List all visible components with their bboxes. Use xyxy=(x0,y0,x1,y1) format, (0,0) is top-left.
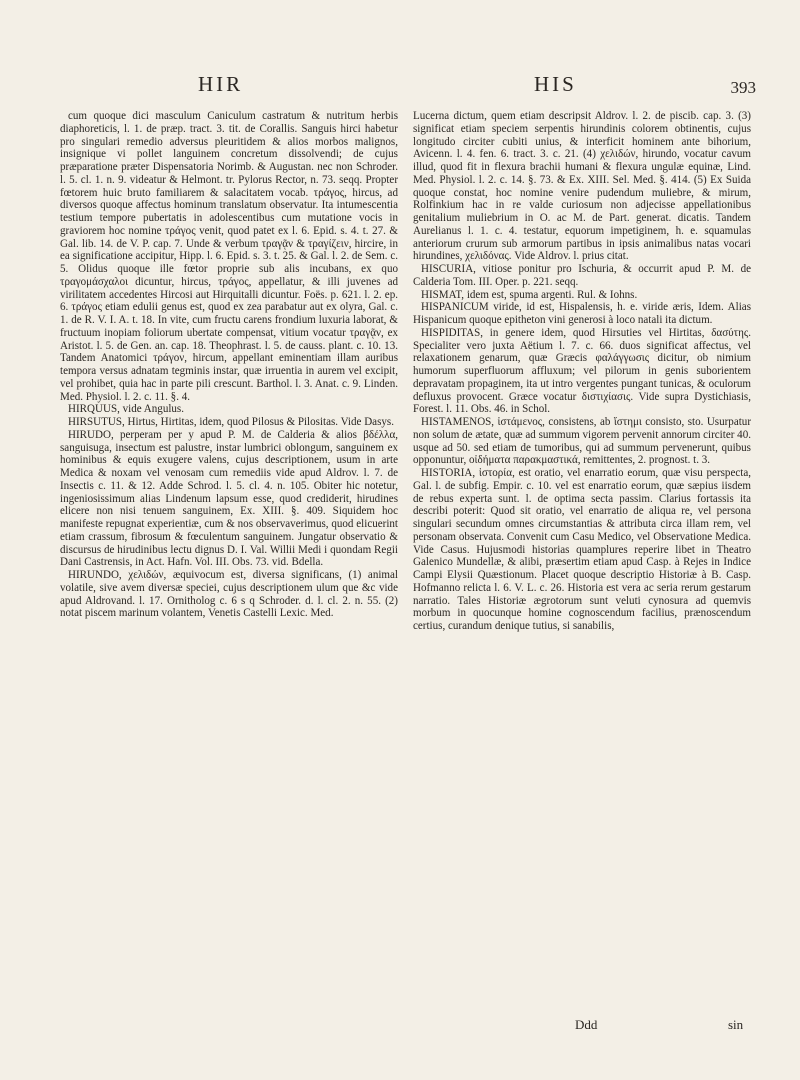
catchword: sin xyxy=(728,1017,744,1032)
page-footer xyxy=(0,1017,760,1033)
entry-hispanicum: HISPANICUM viride, id est, Hispalensis, h. e. viride æris, Idem. Alias Hispanicum quoque epitheton vini generosi à loco natali ita dictum. xyxy=(413,301,751,326)
right-column xyxy=(413,110,751,1030)
left-column xyxy=(60,110,398,1030)
entry-hirundo-continued: Lucerna dictum, quem etiam descripsit Aldrov. l. 2. de piscib. cap. 3. (3) significat etiam speciem serpentis hirundinis colorem obtinentis, cujus longitudo circiter cubiti unius, & interficit hominem ante bihorium, Avicenn. l. 4. fen. 6. tract. 3. c. 21. (4) χελιδών, hirundo, vocatur cavum illud, quod fit in flexura brachii humani & flexura ungulæ equinæ, Lind. Med. Physiol. l. 2. c. 14. §. 73. & Ex. XIII. Sel. Med. §. 414. (5) Ex Suida quoque constat, hoc nomine venire pudendum muliebre, & mirum, Rolfinkium hac in re valde curiosum non adjecisse appellationibus genitalium muliebrium in O. ac M. de Part. generat. dicatis. Tandem Aurelianus l. 1. c. 4. testatur, equorum impetiginem, h. e. squamulas anteriorum crurum sub armorum partibus in ipsis animalibus natas vocari hirundines, χελιδόνας. Vide Aldrov. l. prius citat. xyxy=(413,110,751,263)
entry-hirudo: HIRUDO, perperam per y apud P. M. de Calderia & alios βδέλλα, sanguisuga, insectum est palustre, instar lumbrici oblongum, sanguinem ex hominibus & equis exugere valens, cujus descriptionem, usum in arte Medica & noxam vel venosam cum remediis vide apud Aldrov. l. 7. de Insectis c. 11. & 12. Adde Schrod. l. 5. cl. 4. n. 105. Obiter hic notetur, ingeniosissimum alias Lindenum lapsum esse, quod crediderit, hirudines elicere non nisi tenuem sanguinem, Ex. XIII. §. 409. Siquidem hoc manifeste repugnat experientiæ, cum & nos observaverimus, quod elicuerint etiam crassum, fibrosum & fœculentum sanguinem. Jungatur observatio & discursus de hirudinibus lectu dignus D. I. Val. Willii Medi i quondam Regii Dani Castrensis, in Act. Hafn. Vol. III. Obs. 73. vid. Bdella. xyxy=(60,428,398,569)
entry-hirquus: HIRQUUS, vide Angulus. xyxy=(68,403,184,416)
entry-hirundo: HIRUNDO, χελιδών, æquivocum est, diversa significans, (1) animal volatile, sive avem diversæ speciei, cujus descriptionem ulum que &c vide apud Aldrovand. l. 17. Ornitholog c. 6 s q Schroder. d. l. cl. 2. n. 55. (2) notat piscem marinum volantem, Venetis Castelli Lexic. Med. xyxy=(60,569,398,620)
signature-mark: Ddd xyxy=(575,1017,598,1032)
header-left-word: HIR xyxy=(198,72,244,96)
entry-hircus-continued: cum quoque dici masculum Caniculum castratum & nutritum herbis diaphoreticis, l. 1. de præp. tract. 3. tit. de Corallis. Sanguis hirci habetur pro singulari remedio adversus pleuritidem & alios morbos malignos, insignique vi pollet languinem concretum dissolvendi; de cujus præparatione præter Dispensatoria Norimb. & Augustan. nec non Schroder. l. 5. cl. 1. n. 9. videatur & Helmont. tr. Pylorus Rector, n. 73. seqq. Propter fœtorem huic bruto familiarem & salacitatem vocab. τράγος, hircus, ad diversos quoque affectus hominum translatum observatur. Ita intumescentia testium tempore pubertatis in adolescentibus cum mutatione vocis in graviorem hoc nomine τράγος venit, quod patet ex l. 6. Epid. s. 4. t. 27. & Gal. lib. 14. de V. P. cap. 7. Unde & verbum τραγᾷν & τραγίζειν, hircire, in ea significatione accipitur, Hipp. l. 6. Epid. s. 3. t. 25. & Gal. l. 2. de Sem. c. 5. Olidus quoque ille fœtor proprie sub alis incubans, ex quo τραγομάσχαλοι dicuntur, hircus, τράγος, appellatur, & illi juvenes ad virilitatem accedentes Hircosi aut Hirquitalli dicuntur. Foës. p. 621. l. 2. ep. 6. τράγος etiam edulii genus est, quod ex zea parabatur aut ex olyra, Gal. c. 1. de R. V. I. A. t. 18. In vite, cum fructu carens frondium luxuria laborat, & fructuum inopiam foliorum ubertate compensat, vitium vocatur τραγᾷν, ex Aristot. l. 5. de Gen. an. cap. 18. Theophrast. l. 5. de causs. plant. c. 10. 13. Tandem Anatomici τράγον, hircum, appellant eminentiam illam auribus tempora versus adnatam tegminis instar, quæ irruentia in aurem vel excipit, vel prohibet, quia hac in parte pili crescunt. Barthol. l. 3. Anat. c. 9. Linden. Med. Physiol. l. 2. c. 11. §. 4. xyxy=(60,110,398,403)
entry-histamenos: HISTAMENOS, ἱστάμενος, consistens, ab ἵστημι consisto, sto. Usurpatur non solum de ætate, quæ ad summum vigorem pervenit annorum circiter 40. usque ad 50. sed etiam de tumoribus, qui ad summum pervenerunt, quibus opponuntur, οἰδήματα παρακμαστικά, remittentes, 2. prognost. t. 3. xyxy=(413,416,751,467)
page-number: 393 xyxy=(730,78,756,97)
entry-hismat: HISMAT, idem est, spuma argenti. Rul. & Iohns. xyxy=(421,288,638,301)
entry-hirsutus: HIRSUTUS, Hirtus, Hirtitas, idem, quod Pilosus & Pilositas. Vide Dasys. xyxy=(68,416,394,428)
entry-historia: HISTORIA, ἱστορία, est oratio, vel enarratio eorum, quæ visu perspecta, Gal. l. de subfig. Empir. c. 10. vel est enarratio eorum, quæ sæpius iisdem de rebus experta sunt. l. de optima secta passim. Clarius fortassis ita describi poterit: Quod sit oratio, vel enarratio de aliqua re, vel persona singulari secundum omnes circumstantias & attributa circa illam rem, vel personam observata. Convenit cum Casu Medico, vel Observatione Medica. Vide Casus. Hujusmodi historias quamplures reperire libet in Theatro Galenico Mundellæ, & alibi, præsertim etiam apud Casp. à Rejes in Indice Campi Elysii Quæstionum. Placet quoque descriptio Historiæ à B. Casp. Hofmanno relicta l. 6. V. L. c. 26. Historia est vera ac seria rerum gestarum narratio. Tales Historiæ ægrotorum sunt veluti cynosura ad quemvis morbum in quocunque homine cognoscendum facilius, prænoscendum certius, curandum denique tutius, si sanabilis, xyxy=(413,467,751,632)
entry-hiscuria: HISCURIA, vitiose ponitur pro Ischuria, & occurrit apud P. M. de Calderia Tom. III. Oper. p. 221. seqq. xyxy=(413,263,751,288)
entry-hispiditas: HISPIDITAS, in genere idem, quod Hirsuties vel Hirtitas, δασύτης. Specialiter vero juxta Aëtium l. 7. c. 66. duos significat affectus, vel relaxationem genarum, quæ Græcis φαλάγγωσις dicitur, ob nimium humorum superfluorum affluxum; vel pilorum in genis suborientem depravatam propaginem, ita ut intro vergentes pungant tunicas, & oculorum defluxus provocent. Græce vocatur διστιχίασις. Vide supra Dystichiasis, Forest. l. 11. Obs. 46. in Schol. xyxy=(413,326,751,416)
running-header xyxy=(0,72,800,102)
header-right-word: HIS xyxy=(534,72,577,96)
